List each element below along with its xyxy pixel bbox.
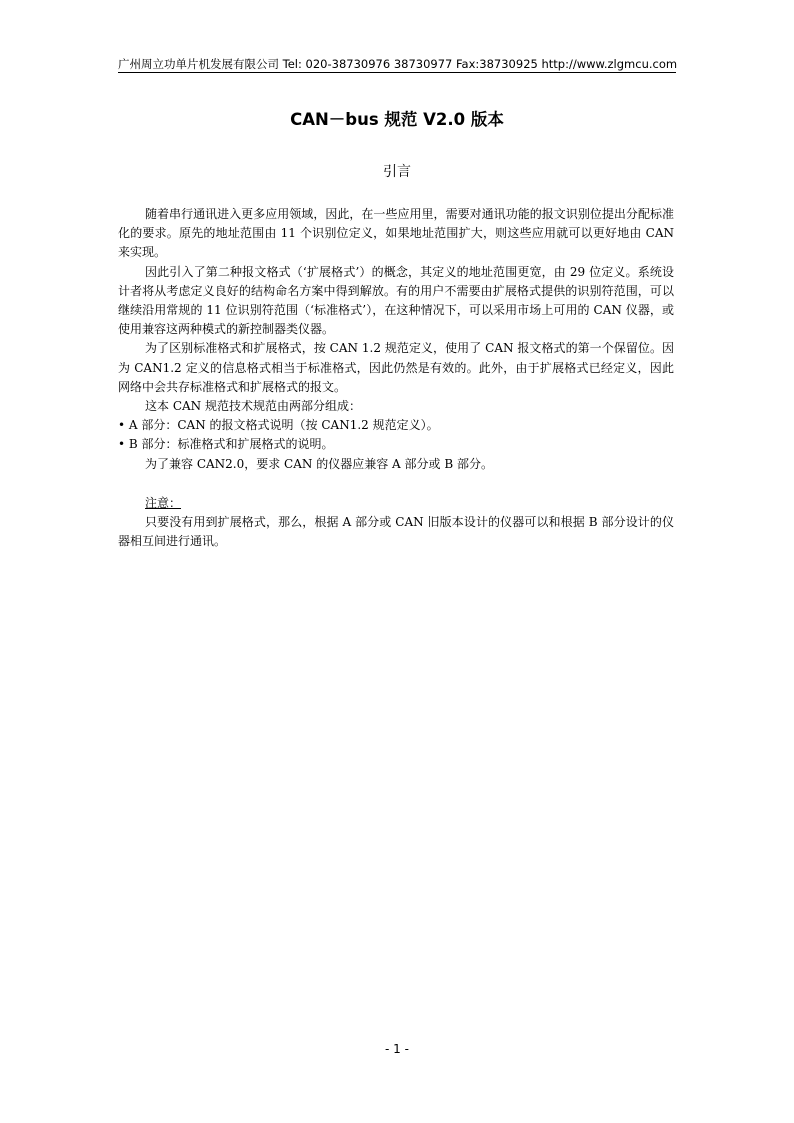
note-text: 只要没有用到扩展格式，那么，根据 A 部分或 CAN 旧版本设计的仪器可以和根据 B 部分设计的仪器相互间进行通讯。: [118, 515, 674, 549]
paragraph-4: 这本 CAN 规范技术规范由两部分组成：: [145, 399, 361, 414]
note-label: 注意：: [145, 495, 182, 510]
page-number: - 1 -: [385, 1042, 409, 1056]
page-header: 广州周立功单片机发展有限公司 Tel: 020-38730976 38730977 Fax:38730925 http://www.zlgmcu.com: [118, 57, 678, 71]
spacer: [118, 474, 674, 494]
document-title: CAN－bus 规范 V2.0 版本: [290, 110, 504, 129]
bullet-item-a: • A 部分：CAN 的报文格式说明（按 CAN1.2 规范定义）。: [118, 418, 439, 433]
paragraph-3: 为了区别标准格式和扩展格式，按 CAN 1.2 规范定义，使用了 CAN 报文格式的第一个保留位。因为 CAN1.2 定义的信息格式相当于标准格式，因此仍然是有效的。此外，由于扩展格式已经定义，因此网络中会共存标准格式和扩展格式的报文。: [118, 341, 674, 394]
section-title: 引言: [383, 164, 411, 180]
paragraph-1: 随着串行通讯进入更多应用领域，因此，在一些应用里，需要对通讯功能的报文识别位提出分配标准化的要求。原先的地址范围由 11 个识别位定义，如果地址范围扩大，则这些应用就可以更好地由 CAN 来实现。: [118, 207, 674, 260]
document-body: [118, 205, 674, 551]
compat-line: 为了兼容 CAN2.0，要求 CAN 的仪器应兼容 A 部分或 B 部分。: [145, 456, 493, 471]
header-rule: [118, 72, 676, 73]
paragraph-2: 因此引入了第二种报文格式（‘扩展格式’）的概念，其定义的地址范围更宽，由 29 位定义。系统设计者将从考虑定义良好的结构命名方案中得到解放。有的用户不需要由扩展格式提供的识别符范围，可以继续沿用常规的 11 位识别符范围（‘标准格式’），在这种情况下，可以采用市场上可用的 CAN 仪器，或使用兼容这两种模式的新控制器类仪器。: [118, 264, 674, 337]
note-block: [118, 494, 674, 513]
bullet-item-b: • B 部分：标准格式和扩展格式的说明。: [118, 437, 334, 452]
